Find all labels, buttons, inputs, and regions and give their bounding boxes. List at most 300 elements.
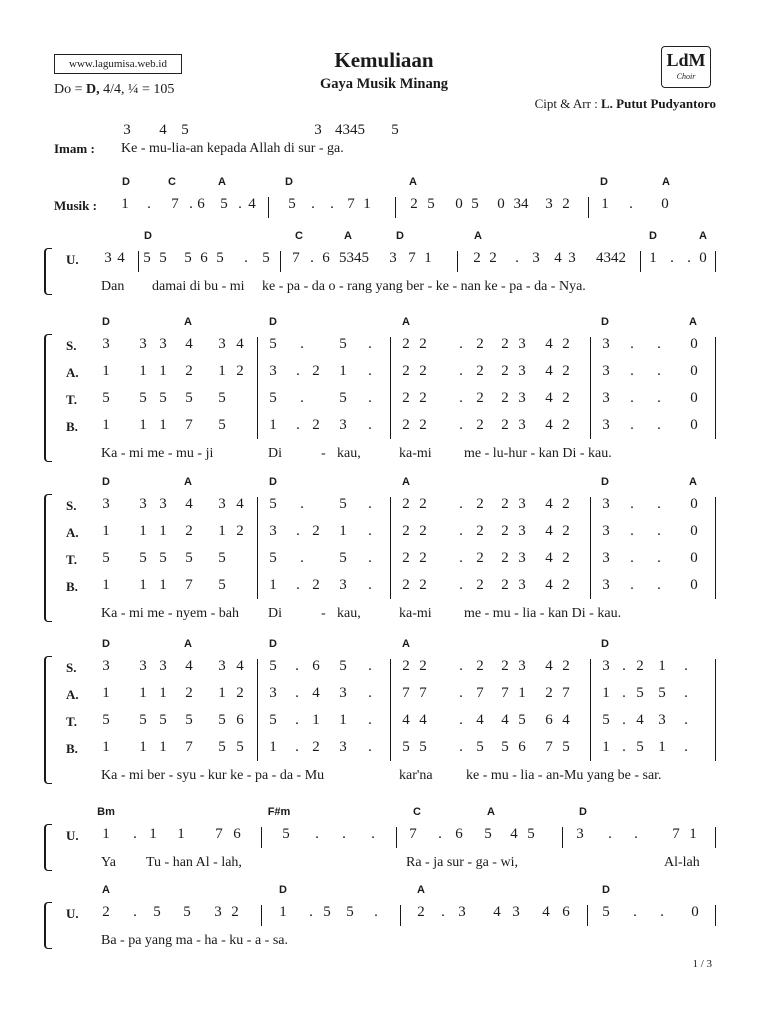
- note-digit: 2: [231, 904, 239, 920]
- note-digit: 5: [159, 390, 167, 406]
- song-subtitle: Gaya Musik Minang: [319, 76, 449, 92]
- note-digit: 4: [236, 658, 244, 674]
- lyric-text: Ka - mi me - nyem - bah: [101, 606, 240, 621]
- bar-line: [590, 497, 591, 599]
- note-digit: 4: [117, 250, 125, 266]
- note-digit: 4: [545, 390, 553, 406]
- note-digit: 2: [402, 390, 410, 406]
- chord-symbol: D: [269, 638, 277, 650]
- note-digit: 7: [185, 577, 193, 593]
- note-digit: 2: [562, 550, 570, 566]
- note-digit: 4: [545, 417, 553, 433]
- note-digit: 5: [323, 904, 331, 920]
- note-digit: 3: [602, 336, 610, 352]
- note-digit: 7: [215, 826, 223, 842]
- note-digit: 2: [419, 658, 427, 674]
- note-digit: .: [368, 550, 372, 566]
- note-digit: 1: [102, 417, 110, 433]
- bar-line: [261, 905, 262, 926]
- note-digit: 6: [197, 196, 205, 212]
- bar-line: [715, 337, 716, 439]
- note-digit: 7: [476, 685, 484, 701]
- note-digit: 1: [269, 577, 277, 593]
- note-digit: 2: [476, 496, 484, 512]
- chord-symbol: D: [601, 476, 609, 488]
- note-digit: .: [296, 417, 300, 433]
- lyric-text: Di: [268, 446, 282, 461]
- note-digit: 4: [545, 523, 553, 539]
- note-digit: .: [296, 523, 300, 539]
- note-digit: 2: [312, 739, 320, 755]
- chord-symbol: D: [144, 230, 152, 242]
- note-digit: 5: [269, 712, 277, 728]
- note-digit: 0: [699, 250, 707, 266]
- note-digit: .: [634, 826, 638, 842]
- note-digit: 2: [501, 336, 509, 352]
- chord-symbol: A: [689, 316, 697, 328]
- note-digit: 6: [312, 658, 320, 674]
- note-digit: 3: [518, 336, 526, 352]
- note-digit: 2: [473, 250, 481, 266]
- note-digit: 1: [139, 417, 147, 433]
- note-digit: 2: [312, 577, 320, 593]
- note-digit: 1: [658, 658, 666, 674]
- note-digit: 2: [402, 658, 410, 674]
- part-label: U.: [66, 828, 79, 843]
- note-digit: 4: [545, 363, 553, 379]
- composer-name: L. Putut Pudyantoro: [601, 96, 716, 111]
- note-digit: 5: [269, 390, 277, 406]
- note-digit: 2: [410, 196, 418, 212]
- note-digit: 2: [419, 390, 427, 406]
- note-digit: 4: [476, 712, 484, 728]
- note-digit: 3: [104, 250, 112, 266]
- bar-line: [261, 827, 262, 848]
- note-digit: 3: [658, 712, 666, 728]
- note-digit: 1: [269, 739, 277, 755]
- note-digit: 2: [562, 390, 570, 406]
- note-digit: .: [657, 363, 661, 379]
- part-label: S.: [66, 498, 77, 513]
- bar-line: [715, 497, 716, 599]
- note-digit: 3: [269, 523, 277, 539]
- lyric-text: ka-mi: [399, 606, 432, 621]
- bar-line: [715, 659, 716, 761]
- note-digit: 2: [476, 390, 484, 406]
- note-digit: 3: [269, 685, 277, 701]
- note-digit: 4: [159, 122, 167, 138]
- note-digit: 7: [292, 250, 300, 266]
- chord-symbol: A: [487, 806, 495, 818]
- note-digit: .: [657, 496, 661, 512]
- note-digit: 5: [636, 685, 644, 701]
- note-digit: 1: [139, 523, 147, 539]
- note-digit: .: [622, 658, 626, 674]
- chord-symbol: D: [602, 884, 610, 896]
- note-digit: 3: [602, 417, 610, 433]
- note-digit: 0: [690, 417, 698, 433]
- note-digit: .: [459, 577, 463, 593]
- note-digit: 5: [602, 904, 610, 920]
- system-bracket: [44, 494, 52, 622]
- lyric-text: Di: [268, 606, 282, 621]
- note-digit: .: [459, 685, 463, 701]
- note-digit: .: [459, 390, 463, 406]
- note-digit: 3: [159, 658, 167, 674]
- system-bracket: [44, 902, 52, 949]
- note-digit: 3: [518, 523, 526, 539]
- note-digit: 5: [269, 336, 277, 352]
- note-digit: 7: [672, 826, 680, 842]
- note-digit: 4: [402, 712, 410, 728]
- note-digit: 1: [602, 685, 610, 701]
- note-digit: 1: [339, 363, 347, 379]
- note-digit: .: [296, 577, 300, 593]
- chord-symbol: A: [344, 230, 352, 242]
- chord-symbol: D: [279, 884, 287, 896]
- key-and-tempo: [54, 82, 174, 98]
- lyric-text: damai di bu - mi: [152, 279, 245, 294]
- note-digit: .: [630, 523, 634, 539]
- note-digit: 4: [419, 712, 427, 728]
- note-digit: 1: [102, 826, 110, 842]
- note-digit: 2: [476, 550, 484, 566]
- lyric-text: -: [321, 606, 326, 621]
- note-digit: 2: [236, 685, 244, 701]
- note-digit: 1: [363, 196, 371, 212]
- note-digit: .: [459, 363, 463, 379]
- note-digit: 3: [602, 577, 610, 593]
- note-digit: 5: [269, 550, 277, 566]
- note-digit: 3: [576, 826, 584, 842]
- chord-symbol: D: [649, 230, 657, 242]
- note-digit: 3: [339, 685, 347, 701]
- note-digit: 2: [562, 363, 570, 379]
- chord-symbol: D: [102, 638, 110, 650]
- part-label: Musik :: [54, 198, 97, 213]
- system-bracket: [44, 334, 52, 462]
- key-value: D,: [86, 82, 100, 97]
- note-digit: 2: [562, 523, 570, 539]
- note-digit: 7: [347, 196, 355, 212]
- chord-symbol: C: [413, 806, 421, 818]
- note-digit: 2: [402, 417, 410, 433]
- note-digit: 1: [102, 523, 110, 539]
- note-digit: .: [459, 658, 463, 674]
- note-digit: .: [189, 196, 193, 212]
- part-label: A.: [66, 525, 79, 540]
- note-digit: 4345: [335, 122, 365, 138]
- note-digit: .: [657, 577, 661, 593]
- chord-symbol: A: [699, 230, 707, 242]
- note-digit: 4: [236, 336, 244, 352]
- note-digit: 3: [518, 390, 526, 406]
- chord-symbol: D: [102, 476, 110, 488]
- note-digit: 5: [102, 550, 110, 566]
- note-digit: 2: [636, 658, 644, 674]
- note-digit: 1: [102, 685, 110, 701]
- note-digit: 2: [476, 577, 484, 593]
- part-label: S.: [66, 660, 77, 675]
- note-digit: 5: [185, 390, 193, 406]
- note-digit: 4: [545, 496, 553, 512]
- bar-line: [257, 659, 258, 761]
- note-digit: 2: [501, 658, 509, 674]
- part-label: B.: [66, 741, 78, 756]
- chord-symbol: A: [689, 476, 697, 488]
- note-digit: 4: [545, 336, 553, 352]
- chord-symbol: A: [402, 476, 410, 488]
- note-digit: .: [657, 550, 661, 566]
- note-digit: .: [622, 739, 626, 755]
- note-digit: 3: [518, 496, 526, 512]
- note-digit: 2: [419, 523, 427, 539]
- note-digit: 3: [518, 417, 526, 433]
- note-digit: 1: [159, 417, 167, 433]
- chord-symbol: A: [662, 176, 670, 188]
- note-digit: 2: [476, 417, 484, 433]
- chord-symbol: D: [396, 230, 404, 242]
- chord-symbol: D: [600, 176, 608, 188]
- key-prefix: Do =: [54, 82, 83, 97]
- bar-line: [395, 197, 396, 218]
- note-digit: 0: [690, 363, 698, 379]
- note-digit: 1: [177, 826, 185, 842]
- note-digit: .: [438, 826, 442, 842]
- part-label: B.: [66, 579, 78, 594]
- note-digit: .: [459, 523, 463, 539]
- lyric-text: Al-lah: [664, 855, 700, 870]
- note-digit: 1: [218, 685, 226, 701]
- note-digit: 3: [218, 658, 226, 674]
- note-digit: 5: [339, 390, 347, 406]
- note-digit: 2: [501, 523, 509, 539]
- note-digit: .: [296, 363, 300, 379]
- part-label: A.: [66, 687, 79, 702]
- chord-symbol: A: [402, 316, 410, 328]
- ldm-choir-logo: [661, 46, 711, 88]
- note-digit: 2: [476, 363, 484, 379]
- note-digit: 5: [220, 196, 228, 212]
- note-digit: 3: [602, 550, 610, 566]
- note-digit: .: [684, 685, 688, 701]
- part-label: T.: [66, 392, 77, 407]
- note-digit: .: [684, 712, 688, 728]
- lyric-text: me - lu-hur - kan Di - kau.: [464, 446, 612, 461]
- note-digit: 1: [339, 523, 347, 539]
- bar-line: [562, 827, 563, 848]
- lyric-text: Ya: [101, 855, 116, 870]
- chord-symbol: A: [402, 638, 410, 650]
- note-digit: .: [660, 904, 664, 920]
- note-digit: .: [244, 250, 248, 266]
- note-digit: 4: [501, 712, 509, 728]
- note-digit: 3: [159, 496, 167, 512]
- note-digit: .: [630, 577, 634, 593]
- note-digit: 6: [455, 826, 463, 842]
- note-digit: 2: [102, 904, 110, 920]
- note-digit: .: [629, 196, 633, 212]
- note-digit: 1: [139, 685, 147, 701]
- note-digit: .: [630, 363, 634, 379]
- note-digit: 3: [518, 577, 526, 593]
- note-digit: 1: [279, 904, 287, 920]
- note-digit: 2: [501, 390, 509, 406]
- note-digit: 2: [419, 496, 427, 512]
- chord-symbol: D: [579, 806, 587, 818]
- note-digit: 6: [322, 250, 330, 266]
- note-digit: 1: [269, 417, 277, 433]
- note-digit: 7: [419, 685, 427, 701]
- bar-line: [257, 497, 258, 599]
- note-digit: 6: [562, 904, 570, 920]
- chord-symbol: A: [184, 316, 192, 328]
- chord-symbol: A: [409, 176, 417, 188]
- note-digit: .: [368, 712, 372, 728]
- note-digit: 3: [102, 496, 110, 512]
- bar-line: [390, 337, 391, 439]
- note-digit: .: [630, 336, 634, 352]
- note-digit: 2: [419, 363, 427, 379]
- note-digit: 5: [658, 685, 666, 701]
- note-digit: 5: [185, 550, 193, 566]
- note-digit: .: [459, 336, 463, 352]
- note-digit: 5: [185, 712, 193, 728]
- note-digit: 1: [159, 523, 167, 539]
- note-digit: 2: [545, 685, 553, 701]
- note-digit: .: [295, 739, 299, 755]
- lyric-text: ke - pa - da o - rang yang ber - ke - nan ke - pa - da - Nya.: [262, 279, 586, 294]
- system-bracket: [44, 656, 52, 784]
- note-digit: 2: [402, 496, 410, 512]
- note-digit: 5: [159, 250, 167, 266]
- note-digit: .: [368, 336, 372, 352]
- bar-line: [280, 251, 281, 272]
- lyric-text: Dan: [101, 279, 125, 294]
- note-digit: 6: [233, 826, 241, 842]
- bar-line: [390, 659, 391, 761]
- note-digit: .: [368, 658, 372, 674]
- note-digit: 3: [458, 904, 466, 920]
- note-digit: 0: [690, 550, 698, 566]
- lyric-text: Ke - mu-lia-an kepada Allah di sur - ga.: [121, 141, 344, 156]
- note-digit: 5: [218, 577, 226, 593]
- note-digit: .: [300, 496, 304, 512]
- note-digit: 3: [159, 336, 167, 352]
- note-digit: 7: [562, 685, 570, 701]
- note-digit: 5: [602, 712, 610, 728]
- lyric-text: kar'na: [399, 768, 433, 783]
- note-digit: 2: [562, 417, 570, 433]
- note-digit: 3: [139, 496, 147, 512]
- note-digit: 5: [218, 550, 226, 566]
- note-digit: 3: [102, 336, 110, 352]
- note-digit: 3: [269, 363, 277, 379]
- bar-line: [715, 251, 716, 272]
- note-digit: 0: [497, 196, 505, 212]
- chord-symbol: D: [102, 316, 110, 328]
- note-digit: 1: [139, 739, 147, 755]
- note-digit: .: [300, 390, 304, 406]
- note-digit: 1: [121, 196, 129, 212]
- note-digit: .: [133, 904, 137, 920]
- note-digit: 5: [218, 739, 226, 755]
- note-digit: 2: [417, 904, 425, 920]
- note-digit: 4342: [596, 250, 626, 266]
- note-digit: 7: [408, 250, 416, 266]
- note-digit: 1: [649, 250, 657, 266]
- note-digit: 2: [185, 523, 193, 539]
- note-digit: 4: [545, 577, 553, 593]
- chord-symbol: A: [184, 476, 192, 488]
- note-digit: .: [374, 904, 378, 920]
- note-digit: 4: [554, 250, 562, 266]
- bar-line: [257, 337, 258, 439]
- note-digit: .: [368, 496, 372, 512]
- composer-label: Cipt & Arr :: [534, 96, 598, 111]
- note-digit: .: [684, 658, 688, 674]
- note-digit: .: [515, 250, 519, 266]
- note-digit: 2: [562, 577, 570, 593]
- note-digit: 5: [153, 904, 161, 920]
- note-digit: 1: [159, 363, 167, 379]
- lyric-text: Ka - mi ber - syu - kur ke - pa - da - Mu: [101, 768, 325, 783]
- note-digit: 3: [518, 658, 526, 674]
- note-digit: .: [368, 417, 372, 433]
- note-digit: 4: [493, 904, 501, 920]
- note-digit: 5: [139, 550, 147, 566]
- note-digit: 5: [218, 712, 226, 728]
- note-digit: 5: [427, 196, 435, 212]
- note-digit: 3: [339, 577, 347, 593]
- lyric-text: kau,: [337, 606, 361, 621]
- note-digit: 2: [501, 496, 509, 512]
- note-digit: .: [368, 685, 372, 701]
- note-digit: .: [300, 550, 304, 566]
- note-digit: 5: [402, 739, 410, 755]
- note-digit: 0: [690, 496, 698, 512]
- note-digit: 2: [476, 658, 484, 674]
- note-digit: 5: [419, 739, 427, 755]
- note-digit: .: [441, 904, 445, 920]
- note-digit: .: [684, 739, 688, 755]
- note-digit: .: [368, 739, 372, 755]
- bar-line: [390, 497, 391, 599]
- note-digit: 5: [139, 712, 147, 728]
- note-digit: 3: [518, 363, 526, 379]
- note-digit: 2: [562, 336, 570, 352]
- note-digit: 4: [185, 658, 193, 674]
- note-digit: 0: [455, 196, 463, 212]
- note-digit: 4: [185, 336, 193, 352]
- note-digit: 1: [601, 196, 609, 212]
- part-label: B.: [66, 419, 78, 434]
- note-digit: 3: [568, 250, 576, 266]
- note-digit: 5: [269, 496, 277, 512]
- note-digit: 5: [102, 712, 110, 728]
- note-digit: .: [630, 390, 634, 406]
- note-digit: 5: [218, 417, 226, 433]
- note-digit: .: [622, 712, 626, 728]
- note-digit: 3: [602, 658, 610, 674]
- note-digit: .: [459, 550, 463, 566]
- bar-line: [640, 251, 641, 272]
- bar-line: [138, 251, 139, 272]
- song-title: Kemuliaan: [334, 48, 434, 72]
- note-digit: 5: [484, 826, 492, 842]
- note-digit: 4: [562, 712, 570, 728]
- note-digit: 4: [636, 712, 644, 728]
